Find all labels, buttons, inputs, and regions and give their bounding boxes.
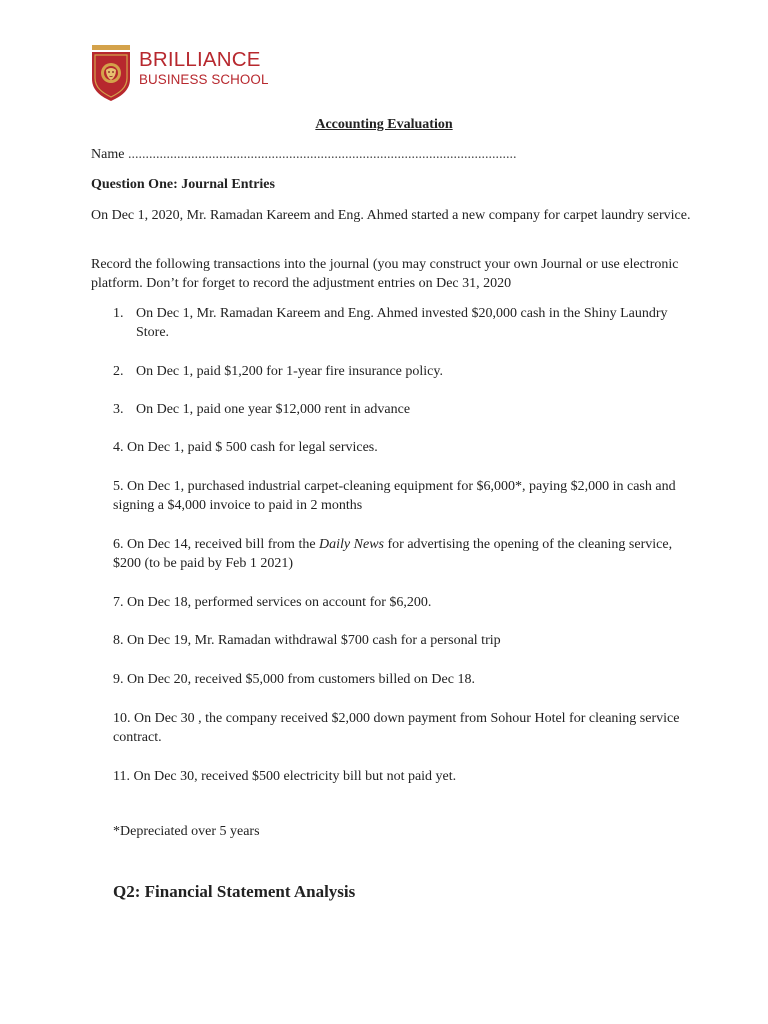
item-number: 6. (113, 537, 124, 552)
brand-main-text: BRILLIANCE (139, 48, 261, 71)
item-number: 4. (113, 440, 124, 455)
item-number: 5. (113, 479, 124, 494)
document-title: Accounting Evaluation (315, 117, 453, 132)
item-number: 10. (113, 711, 131, 726)
item-text: On Dec 30 , the company received $2,000 down payment from Sohour Hotel for cleaning service contract. (113, 711, 680, 745)
intro-paragraph: On Dec 1, 2020, Mr. Ramadan Kareem and Eng. Ahmed started a new company for carpet laundry service. (91, 208, 691, 223)
list-item (113, 631, 693, 650)
brand-sub-text: BUSINESS SCHOOL (139, 71, 269, 87)
item-number: 2. (113, 364, 124, 379)
item-text: On Dec 1, paid $ 500 cash for legal services. (127, 440, 378, 455)
instructions-paragraph: Record the following transactions into the journal (you may construct your own Journal or use electronic platform. Don’t for forget to record the adjustment entries on Dec 31, 2020 (91, 257, 679, 291)
item-text: On Dec 1, Mr. Ramadan Kareem and Eng. Ahmed invested $20,000 cash in the Shiny Laundry Store. (136, 306, 668, 340)
item-number: 7. (113, 595, 124, 610)
list-item (113, 362, 673, 381)
item-text-publication: Daily News (319, 537, 384, 552)
list-item (113, 400, 673, 419)
item-number: 3. (113, 402, 124, 417)
list-item (113, 304, 673, 342)
item-text: On Dec 19, Mr. Ramadan withdrawal $700 cash for a personal trip (127, 633, 501, 648)
item-text: On Dec 18, performed services on account for $6,200. (127, 595, 432, 610)
item-text: On Dec 30, received $500 electricity bill but not paid yet. (133, 769, 457, 784)
item-number: 8. (113, 633, 124, 648)
depreciation-footnote: *Depreciated over 5 years (113, 824, 260, 839)
item-text: On Dec 1, paid one year $12,000 rent in advance (136, 402, 411, 417)
question-two-heading: Q2: Financial Statement Analysis (113, 882, 356, 901)
item-number: 1. (113, 306, 124, 321)
list-item (113, 477, 693, 515)
item-text-before: On Dec 14, received bill from the (127, 537, 320, 552)
lion-shield-icon (92, 45, 130, 101)
list-item (113, 535, 693, 573)
school-logo (92, 45, 269, 101)
list-item (113, 593, 693, 612)
item-text: On Dec 20, received $5,000 from customers billed on Dec 18. (127, 672, 475, 687)
item-text: On Dec 1, paid $1,200 for 1-year fire insurance policy. (136, 364, 443, 379)
logo-wordmark (139, 50, 269, 86)
item-text-after: for advertising the opening of the cleaning service, $200 (to be paid by Feb 1 2021) (113, 537, 673, 571)
list-item (113, 438, 693, 457)
question-one-heading: Question One: Journal Entries (91, 177, 275, 192)
name-dotted-line: ............................................................................................................... (127, 147, 517, 162)
item-number: 11. (113, 769, 130, 784)
item-number: 9. (113, 672, 124, 687)
name-field-row (91, 147, 516, 163)
item-text: On Dec 1, purchased industrial carpet-cleaning equipment for $6,000*, paying $2,000 in cash and signing a $4,000 invoice to paid in 2 months (113, 479, 676, 513)
list-item (113, 709, 693, 747)
name-label: Name (91, 147, 125, 162)
list-item (113, 670, 693, 689)
list-item (113, 767, 693, 786)
